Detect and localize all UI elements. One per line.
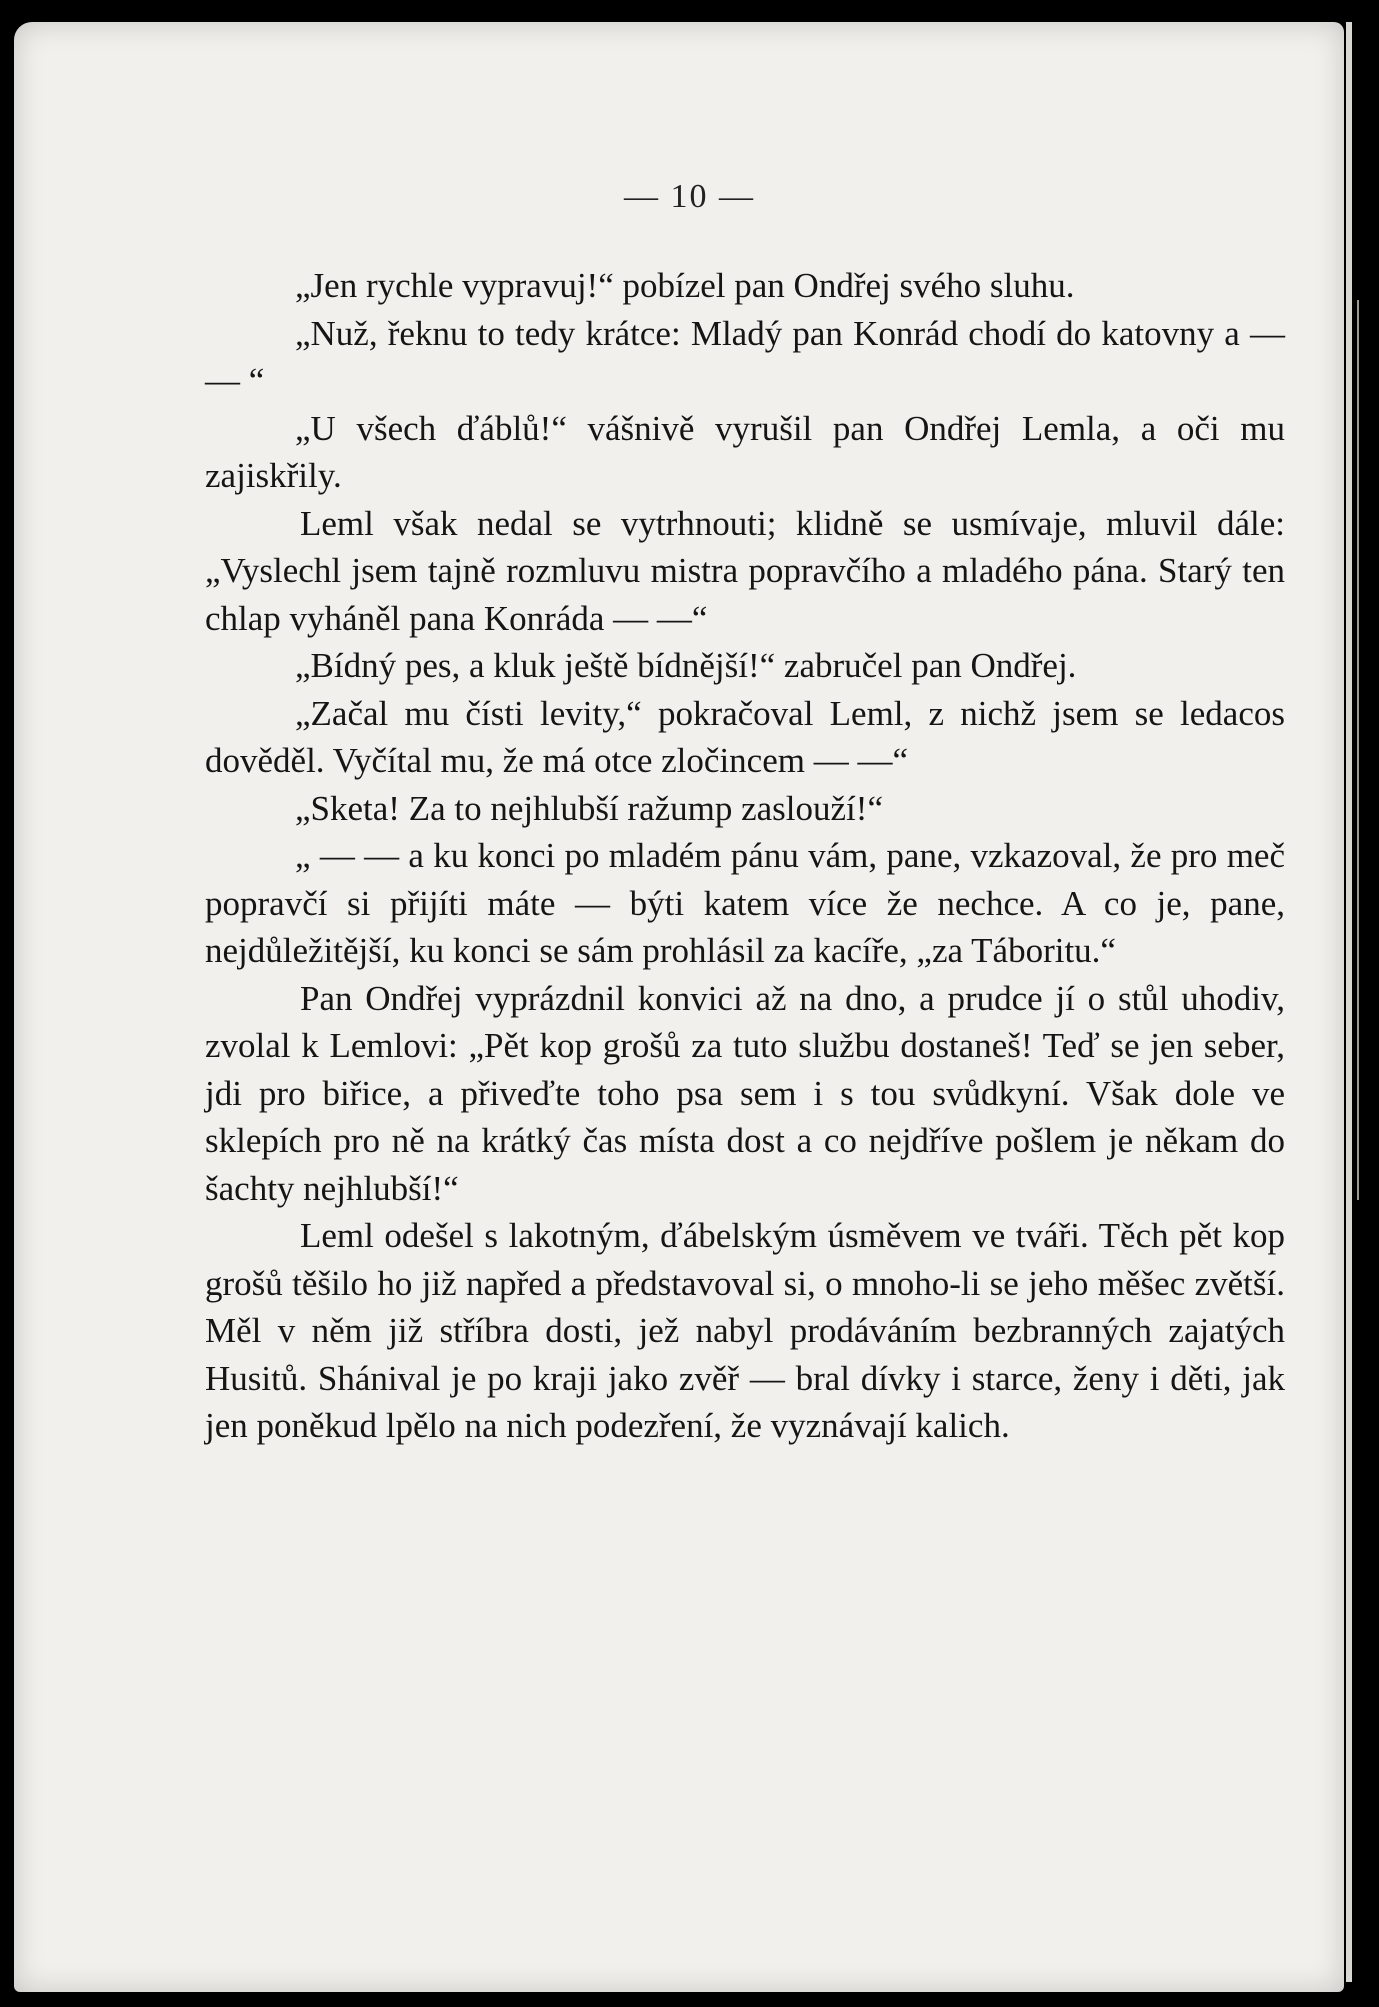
page-edge — [1346, 22, 1352, 1982]
scan-mark — [1357, 300, 1359, 1200]
paragraph: Leml odešel s lakotným, ďábelským úsměvem ve tváři. Těch pět kop grošů těšilo ho již napřed a představoval si, o mnoho-li se jeho měšec zvětší. Měl v něm již stříbra dosti, jež nabyl prodáváním bezbranných zajatých Husitů. Shánival je po kraji jako zvěř — bral dívky i starce, ženy i děti, jak jen poněkud lpělo na nich podezření, že vyznávají kalich. — [205, 1216, 1285, 1445]
paragraph: Leml však nedal se vytrhnouti; klidně se usmívaje, mluvil dále: „Vyslechl jsem tajně rozmluvu mistra popravčího a mladého pána. Starý ten chlap vyháněl pana Konráda — —“ — [205, 503, 1285, 638]
page-number: — 10 — — [624, 178, 755, 215]
page-text — [205, 262, 1285, 1450]
paragraph: „Sketa! Za to nejhlubší ražump zaslouží!“ — [295, 788, 883, 828]
paragraph: „Nuž, řeknu to tedy krátce: Mladý pan Konrád chodí do katovny a — — “ — [205, 313, 1285, 400]
paragraph: „U všech ďáblů!“ vášnivě vyrušil pan Ondřej Lemla, a oči mu zajiskřily. — [205, 408, 1285, 495]
paragraph: „Začal mu čísti levity,“ pokračoval Leml, z nichž jsem se ledacos dověděl. Vyčítal mu, že má otce zločincem — —“ — [205, 693, 1285, 780]
paragraph: „Jen rychle vypravuj!“ pobízel pan Ondřej svého sluhu. — [295, 266, 1075, 305]
paragraph: „Bídný pes, a kluk ještě bídnější!“ zabručel pan Ondřej. — [295, 646, 1077, 685]
paragraph: Pan Ondřej vyprázdnil konvici až na dno, a prudce jí o stůl uhodiv, zvolal k Lemlovi: „Pět kop grošů za tuto službu dostaneš! Teď se jen seber, jdi pro biřice, a přiveďte toho psa sem i s tou svůdkyní. Však dole ve sklepích pro ně na krátký čas místa dost a co nejdříve pošlem je někam do šachty nejhlubší!“ — [205, 978, 1285, 1208]
paragraph: „ — — a ku konci po mladém pánu vám, pane, vzkazoval, že pro meč popravčí si přijíti máte — býti katem více že nechce. A co je, pane, nejdůležitější, ku konci se sám prohlásil za kacíře, „za Táboritu.“ — [205, 836, 1285, 970]
